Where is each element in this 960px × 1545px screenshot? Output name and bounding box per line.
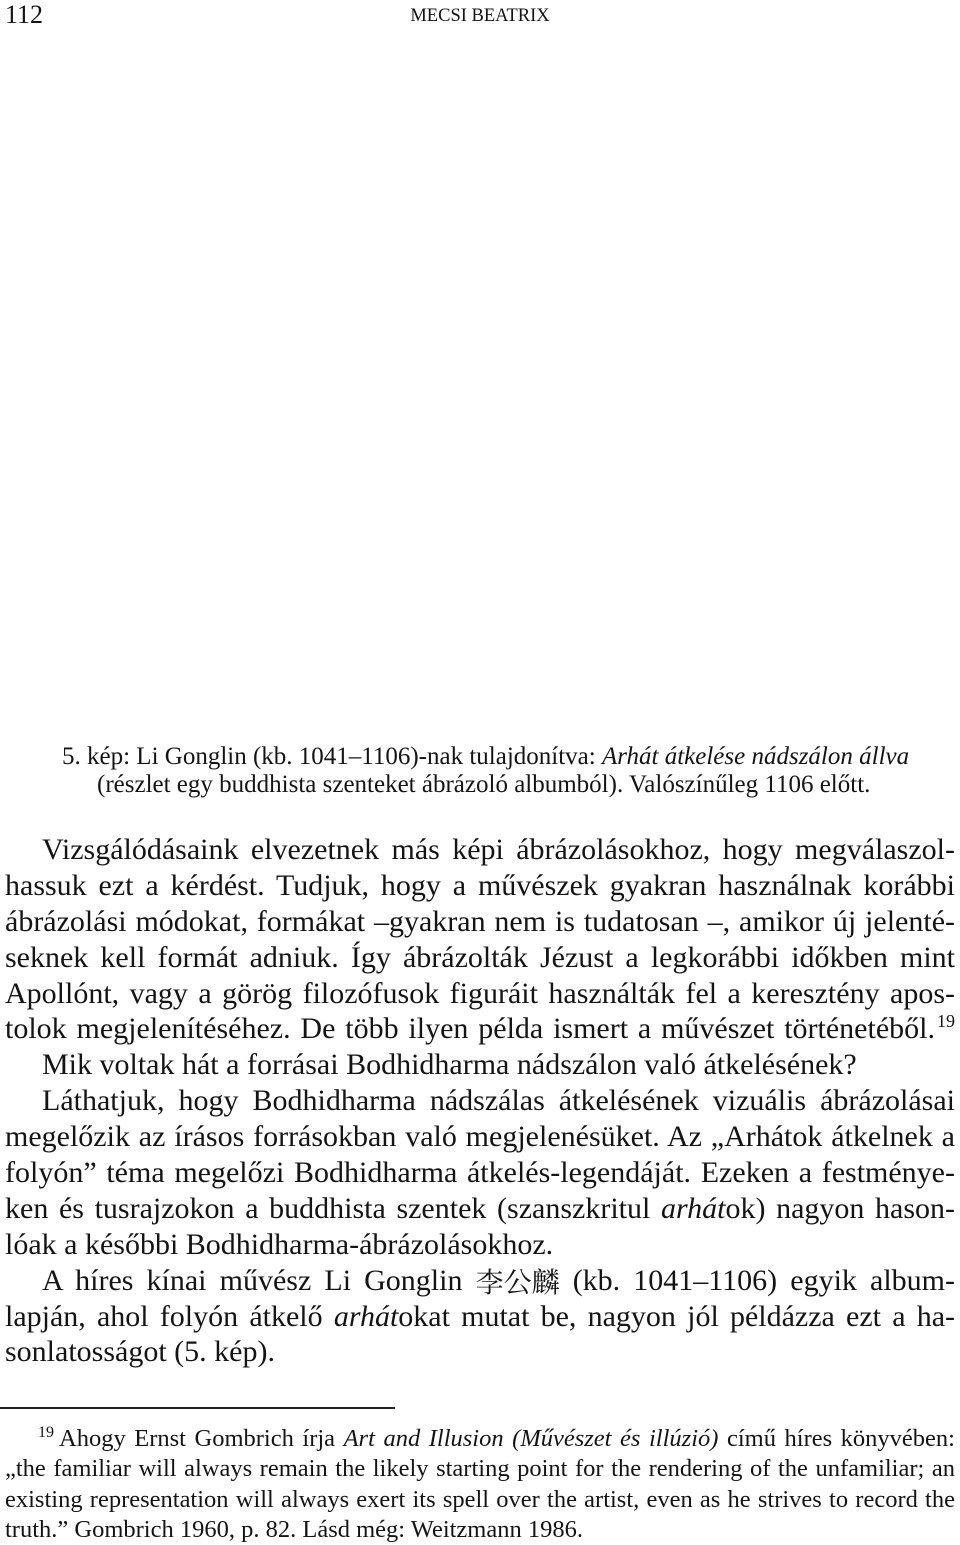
text-segment: című híres könyvében: <box>718 1425 955 1452</box>
text-line: Vizsgálódásaink elvezetnek más képi ábrázolásokhoz, hogy megválaszol- <box>42 833 955 866</box>
text-line: hassuk ezt a kérdést. Tudjuk, hogy a művészek gyakran használnak korábbi <box>5 868 955 902</box>
chinese-name: 李公麟 <box>475 1265 560 1299</box>
footnote-separator <box>0 1407 395 1409</box>
italic-term: arhát <box>660 1191 726 1225</box>
text-line: Láthatjuk, hogy Bodhidharma nádszálas átkelésének vizuális ábrázolásai <box>42 1084 955 1118</box>
text-segment: tolok megjelenítéséhez. De több ilyen példa ismert a művészet történetéből. <box>5 1012 935 1046</box>
caption-artwork-title: Arhát átkelése nádszálon állva <box>601 743 910 770</box>
footnote-reference: 19 <box>937 1011 955 1032</box>
running-head-author: MECSI BEATRIX <box>410 6 550 26</box>
text-line <box>5 1299 955 1335</box>
text-line: ábrázolási módokat, formákat –gyakran nem is tudatosan –, amikor új jelenté- <box>5 904 955 938</box>
footnote-19 <box>5 1424 955 1545</box>
text-line <box>5 1191 955 1227</box>
footnotes <box>5 1424 955 1545</box>
body-text <box>5 832 955 1370</box>
footnote-line <box>5 1424 955 1454</box>
footnote-number: 19 <box>38 1424 54 1441</box>
footnote-line: existing representation will always exert its spell over the artist, even as he strives to record the <box>5 1485 955 1513</box>
text-line <box>5 1263 955 1299</box>
figure-image-area <box>0 40 960 730</box>
figure-caption-line-2: (részlet egy buddhista szenteket ábrázoló albumból). Valószínűleg 1106 előtt. <box>97 771 871 798</box>
text-line: folyón” téma megelőzi Bodhidharma átkelés-legendáját. Ezeken a festménye- <box>5 1156 955 1190</box>
text-segment: ken és tusrajzokon a buddhista szentek (szanszkritul <box>5 1191 661 1225</box>
paragraph-1 <box>5 832 955 1047</box>
text-line <box>5 1011 955 1047</box>
text-segment: A híres kínai művész Li Gonglin <box>42 1263 476 1297</box>
text-line: megelőzik az írásos forrásokban való megjelenésüket. Az „Arhátok átkelnek a <box>5 1120 955 1154</box>
text-segment: lapján, ahol folyón átkelő <box>5 1299 334 1333</box>
footnote-line: truth.” Gombrich 1960, p. 82. Lásd még: Weitzmann 1986. <box>5 1516 583 1544</box>
book-title: Art and Illusion (Művészet és illúzió) <box>343 1425 719 1452</box>
page-number: 112 <box>5 0 44 29</box>
text-segment: okat mutat be, nagyon jól példázza ezt a ha- <box>398 1299 955 1333</box>
text-line: Apollónt, vagy a görög filozófusok figuráit használták fel a keresztény apos- <box>5 976 955 1010</box>
paragraph-4 <box>5 1263 955 1371</box>
caption-text: 5. kép: Li Gonglin (kb. 1041–1106)-nak tulajdonítva: <box>62 743 602 770</box>
paragraph-3 <box>5 1083 955 1262</box>
text-line: seknek kell formát adniuk. Így ábrázolták Jézust a legkorábbi időkben mint <box>5 940 955 974</box>
text-segment: ok) nagyon hason- <box>725 1191 956 1225</box>
text-segment: (kb. 1041–1106) egyik album- <box>559 1263 955 1297</box>
italic-term: arhát <box>333 1299 399 1333</box>
figure-caption-line-1 <box>62 743 909 771</box>
text-line: lóak a későbbi Bodhidharma-ábrázolásokhoz. <box>5 1227 554 1261</box>
text-segment: Ahogy Ernst Gombrich írja <box>59 1425 344 1452</box>
paragraph-2 <box>5 1047 955 1083</box>
text-line: sonlatosságot (5. kép). <box>5 1335 275 1369</box>
text-line: Mik voltak hát a forrásai Bodhidharma nádszálon való átkelésének? <box>42 1048 857 1082</box>
footnote-line: „the familiar will always remain the likely starting point for the rendering of the unfamiliar; an <box>5 1455 955 1483</box>
